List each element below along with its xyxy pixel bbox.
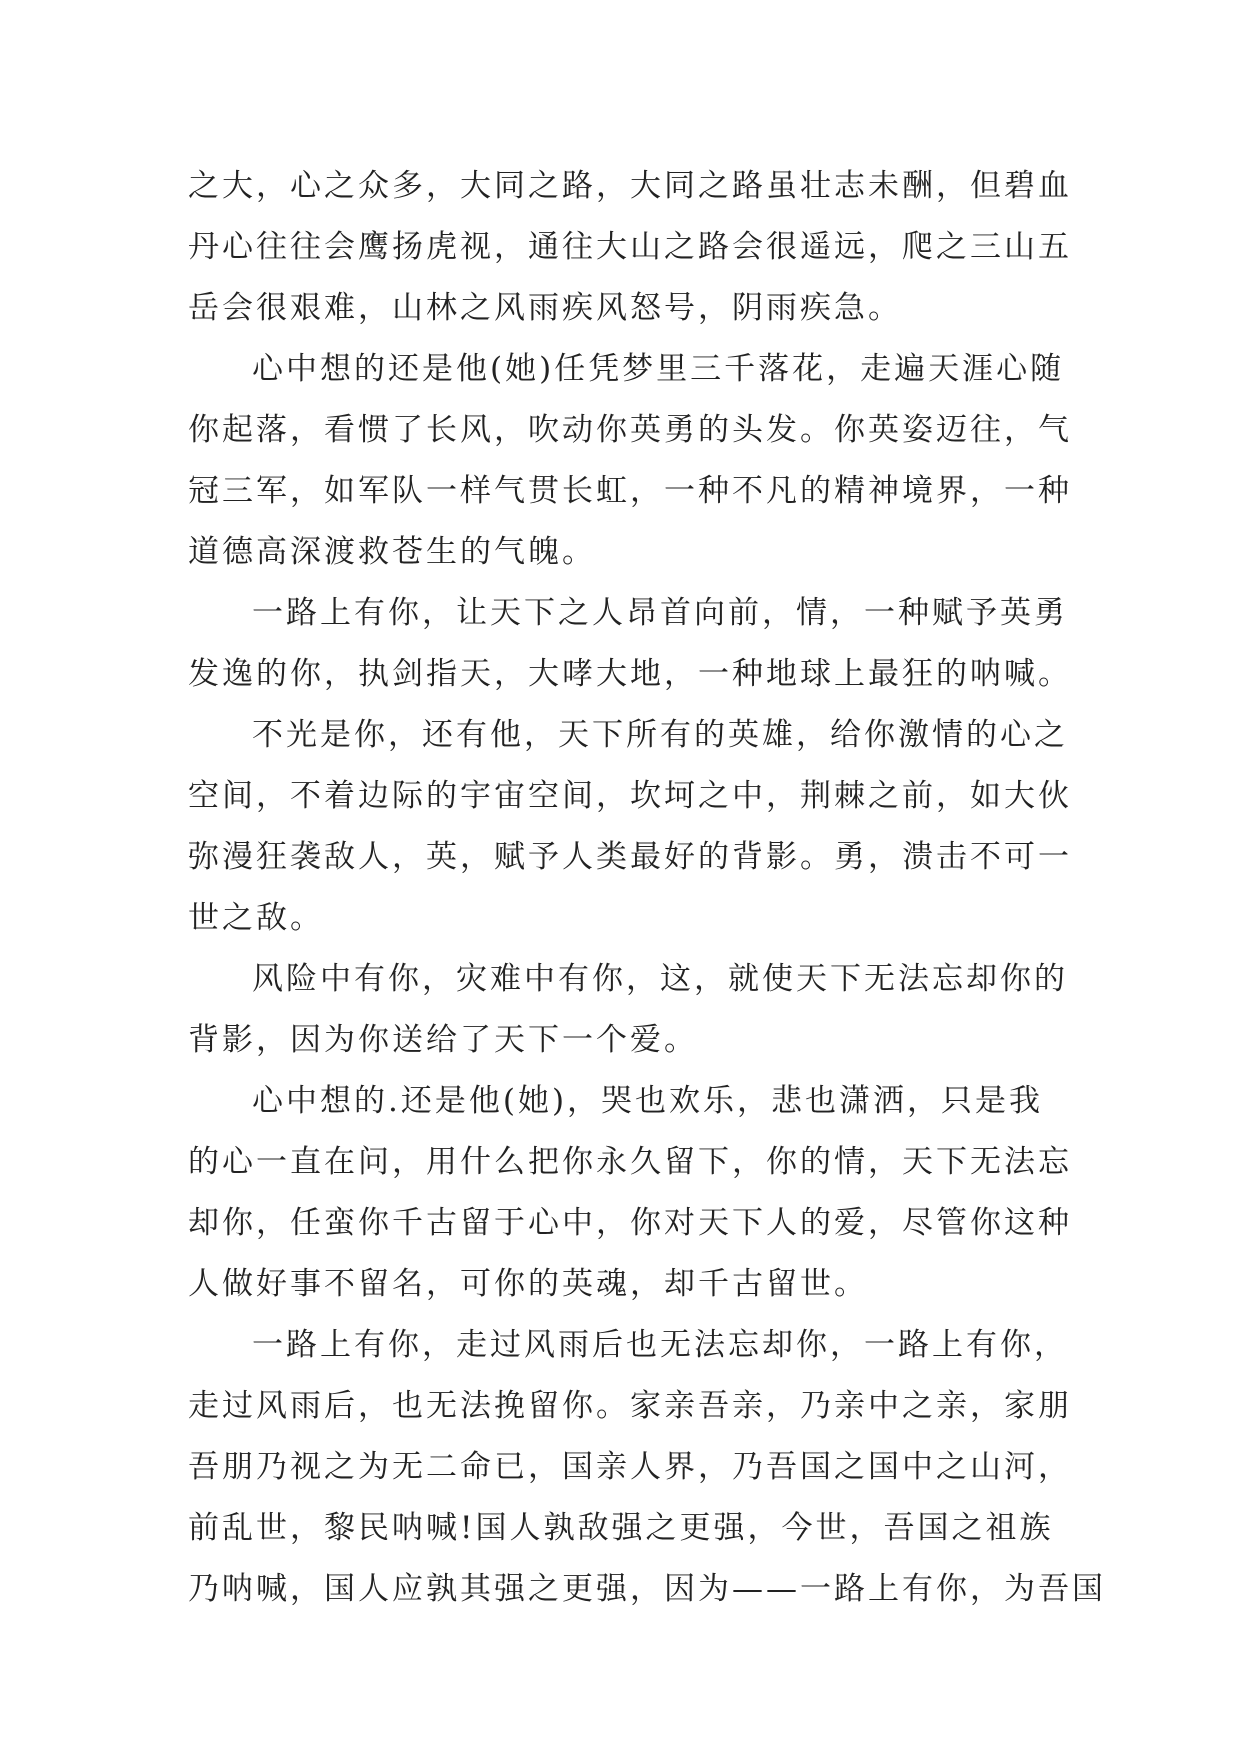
text-line: 却你，任蛮你千古留于心中，你对天下人的爱，尽管你这种 — [188, 1205, 1072, 1241]
text-line: 不光是你，还有他，天下所有的英雄，给你激情的心之 — [252, 717, 1068, 753]
text-line: 吾朋乃视之为无二命已，国亲人界，乃吾国之国中之山河， — [188, 1449, 1072, 1485]
text-line: 心中想的还是他(她)任凭梦里三千落花，走遍天涯心随 — [252, 351, 1065, 387]
text-line: 心中想的.还是他(她)，哭也欢乐，悲也潇洒，只是我 — [252, 1083, 1044, 1119]
text-line: 你起落，看惯了长风，吹动你英勇的头发。你英姿迈往，气 — [188, 412, 1072, 448]
text-line: 前乱世，黎民呐喊!国人孰敌强之更强，今世，吾国之祖族 — [188, 1510, 1054, 1546]
text-line: 走过风雨后，也无法挽留你。家亲吾亲，乃亲中之亲，家朋 — [188, 1388, 1072, 1424]
text-line: 岳会很艰难，山林之风雨疾风怒号，阴雨疾急。 — [188, 290, 902, 326]
text-line: 的心一直在问，用什么把你永久留下，你的情，天下无法忘 — [188, 1144, 1072, 1180]
text-line: 风险中有你，灾难中有你，这，就使天下无法忘却你的 — [252, 961, 1068, 997]
text-line: 道德高深渡救苍生的气魄。 — [188, 534, 596, 570]
text-line: 丹心往往会鹰扬虎视，通往大山之路会很遥远，爬之三山五 — [188, 229, 1072, 265]
text-line: 乃呐喊，国人应孰其强之更强，因为——一路上有你，为吾国 — [188, 1571, 1106, 1607]
text-line: 之大，心之众多，大同之路，大同之路虽壮志未酬，但碧血 — [188, 168, 1072, 204]
text-line: 冠三军，如军队一样气贯长虹，一种不凡的精神境界，一种 — [188, 473, 1072, 509]
text-line: 空间，不着边际的宇宙空间，坎坷之中，荆棘之前，如大伙 — [188, 778, 1072, 814]
text-line: 一路上有你，走过风雨后也无法忘却你，一路上有你， — [252, 1327, 1068, 1363]
text-line: 弥漫狂袭敌人，英，赋予人类最好的背影。勇，溃击不可一 — [188, 839, 1072, 875]
text-line: 世之敌。 — [188, 900, 324, 936]
document-body — [188, 156, 1106, 1620]
text-line: 人做好事不留名，可你的英魂，却千古留世。 — [188, 1266, 868, 1302]
text-line: 一路上有你，让天下之人昂首向前，情，一种赋予英勇 — [252, 595, 1068, 631]
text-line: 发逸的你，执剑指天，大哮大地，一种地球上最狂的呐喊。 — [188, 656, 1072, 692]
text-line: 背影，因为你送给了天下一个爱。 — [188, 1022, 698, 1058]
